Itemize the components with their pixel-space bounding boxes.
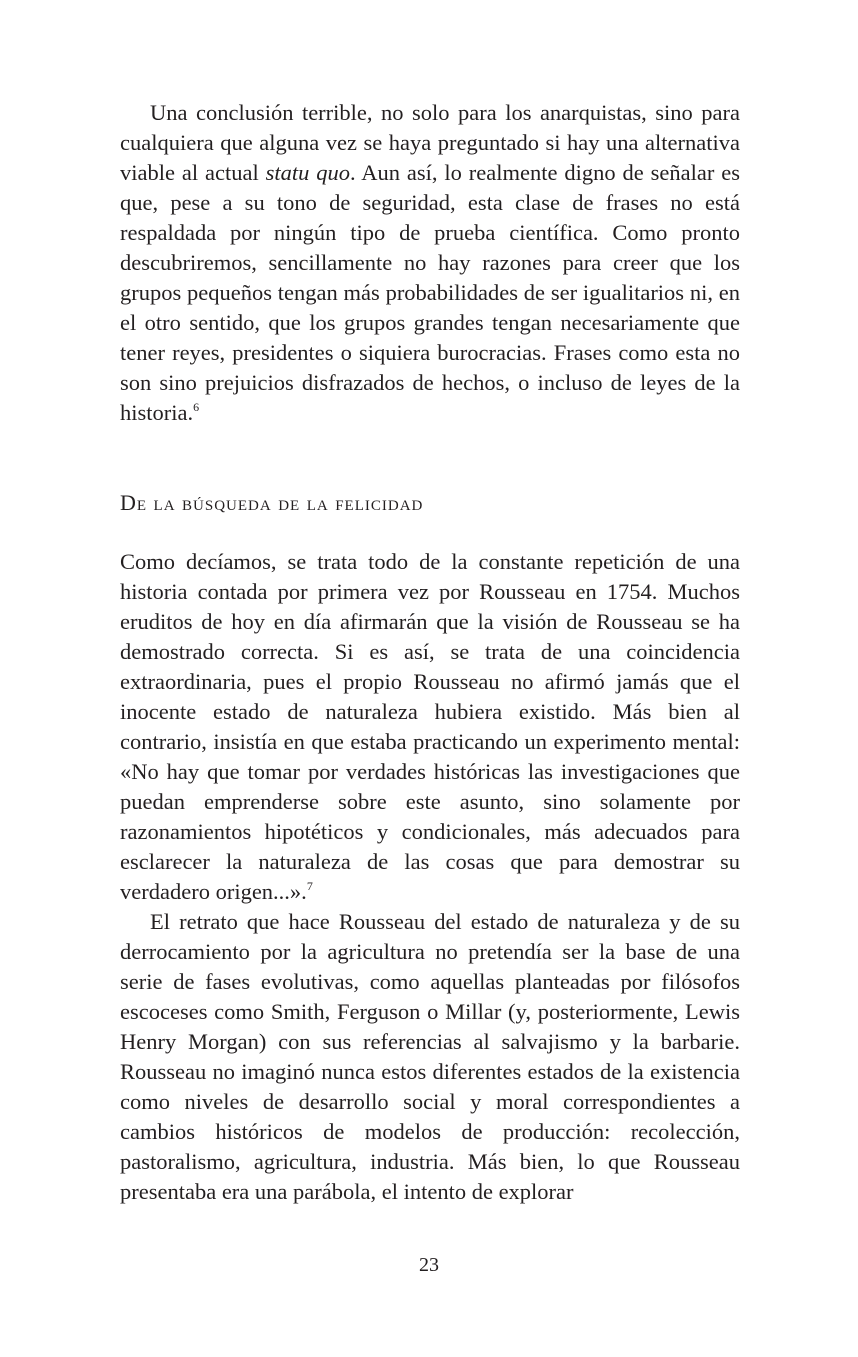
footnote-ref-7[interactable]: 7 — [306, 879, 313, 893]
section-heading: De la búsqueda de la felicidad — [120, 490, 424, 515]
footnote-ref-6[interactable]: 6 — [193, 400, 200, 414]
page-number: 23 — [419, 1254, 439, 1276]
paragraph-2: Como decíamos, se trata todo de la constante repetición de una historia contada por primera vez por Rousseau en 1754. Muchos eruditos de hoy en día afirmarán que la visión de Rousseau se ha demostrado correcta. Si es así, se trata de una coincidencia extraordinaria, pues el propio Rousseau no afirmó jamás que el inocente estado de naturaleza hubiera existido. Más bien al contrario, insistía en que estaba practicando un experimento mental: «No hay que tomar por verdades históricas las investigaciones que puedan emprenderse sobre este asunto, sino solamente por razonamientos hipotéticos y condicionales, más adecuados para esclarecer la naturaleza de las cosas que para demostrar su verdadero origen...».$^7$ — [120, 549, 740, 904]
page-body — [120, 98, 740, 1207]
paragraph-3: El retrato que hace Rousseau del estado de naturaleza y de su derrocamiento por la agricultura no pretendía ser la base de una serie de fases evolutivas, como aquellas planteadas por filósofos escoceses como Smith, Ferguson o Millar (y, posteriormente, Lewis Henry Morgan) con sus referencias al salvajismo y la barbarie. Rousseau no imaginó nunca estos diferentes estados de la existencia como niveles de desarrollo social y moral correspondientes a cambios históricos de modelos de producción: recolección, pastoralismo, agricultura, industria. Más bien, lo que Rousseau presentaba era una parábola, el intento de explorar — [120, 909, 740, 1204]
paragraph-1: Una conclusión terrible, no solo para los anarquistas, sino para cualquiera que alguna vez se haya preguntado si hay una alternativa viable al actual statu quo. Aun así, lo realmente digno de señalar es que, pese a su tono de seguridad, esta clase de frases no está respaldada por ningún tipo de prueba científica. Como pronto descubriremos, sencillamente no hay razones para creer que los grupos pequeños tengan más probabilidades de ser igualitarios ni, en el otro sentido, que los grupos grandes tengan necesariamente que tener reyes, presidentes o siquiera burocracias. Frases como esta no son sino prejuicios disfrazados de hechos, o incluso de leyes de la historia.$^6$ — [120, 100, 740, 425]
italic-phrase: statu quo — [265, 160, 350, 185]
